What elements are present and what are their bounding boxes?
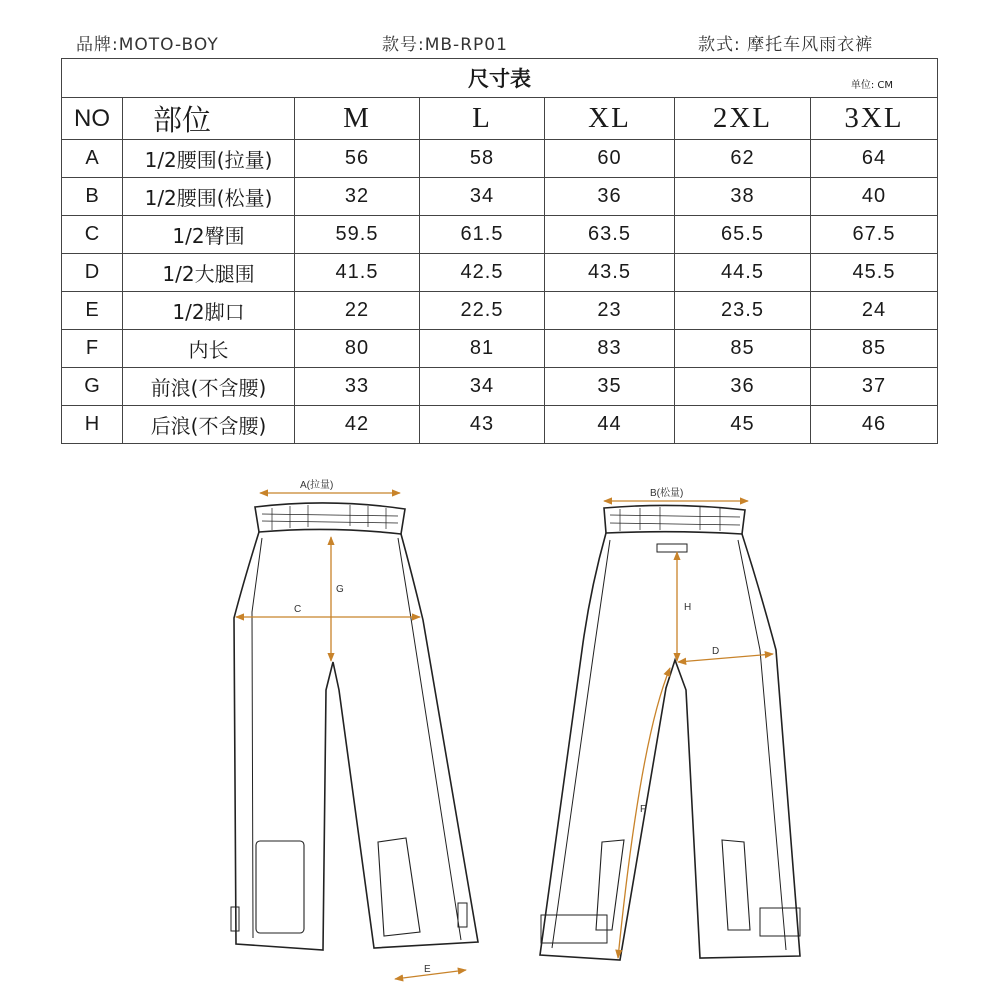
measurement-value: 43.5 (545, 254, 675, 292)
column-header-size: 2XL (675, 98, 811, 140)
measurement-value: 32 (295, 178, 420, 216)
measurement-value: 36 (675, 368, 811, 406)
measurement-value: 62 (675, 140, 811, 178)
back-right-knee-panel (722, 840, 750, 930)
measurement-value: 44.5 (675, 254, 811, 292)
brand-label: 品牌:MOTO-BOY (76, 35, 219, 55)
row-code: F (62, 330, 123, 368)
measurement-value: 23 (545, 292, 675, 330)
front-elastic-gathers (272, 505, 386, 530)
measurement-value: 24 (811, 292, 938, 330)
measurement-e-label: E (424, 964, 431, 975)
measurement-value: 38 (675, 178, 811, 216)
measurement-value: 46 (811, 406, 938, 444)
measurement-value: 22 (295, 292, 420, 330)
measurement-value: 35 (545, 368, 675, 406)
unit-label: 单位: CM (850, 80, 894, 91)
measurement-value: 67.5 (811, 216, 938, 254)
measurement-value: 60 (545, 140, 675, 178)
row-code: C (62, 216, 123, 254)
table-row (62, 140, 938, 178)
measurement-name: 后浪(不含腰) (123, 406, 295, 444)
table-row (62, 216, 938, 254)
measurement-a-label: A(拉量) (300, 480, 334, 491)
measurement-h-label: H (684, 602, 692, 613)
measurement-value: 56 (295, 140, 420, 178)
measurement-value: 34 (420, 178, 545, 216)
row-code: G (62, 368, 123, 406)
column-header-size: 3XL (811, 98, 938, 140)
measurement-value: 37 (811, 368, 938, 406)
measurement-value: 80 (295, 330, 420, 368)
measurement-value: 34 (420, 368, 545, 406)
front-left-knee-panel (256, 841, 304, 933)
measurement-d-label: D (712, 646, 720, 657)
back-pants-outline (540, 533, 800, 960)
model-number-label: 款号:MB-RP01 (382, 35, 508, 55)
measurement-f-label: F (640, 804, 647, 815)
measurement-name: 内长 (123, 330, 295, 368)
style-label: 款式: 摩托车风雨衣裤 (698, 35, 874, 55)
measurement-name: 1/2腰围(拉量) (123, 140, 295, 178)
table-row (62, 178, 938, 216)
table-row (62, 254, 938, 292)
measurement-value: 43 (420, 406, 545, 444)
table-row (62, 406, 938, 444)
measurement-value: 41.5 (295, 254, 420, 292)
row-code: H (62, 406, 123, 444)
back-pants-drawing (540, 505, 800, 960)
measurement-name: 1/2臀围 (123, 216, 295, 254)
back-label-tab (657, 544, 687, 552)
measurement-value: 22.5 (420, 292, 545, 330)
measurement-value: 23.5 (675, 292, 811, 330)
measurement-name: 1/2大腿围 (123, 254, 295, 292)
size-chart-table (61, 58, 938, 444)
front-waistband (255, 503, 405, 534)
measurement-value: 44 (545, 406, 675, 444)
measurement-value: 85 (811, 330, 938, 368)
measurement-value: 83 (545, 330, 675, 368)
table-row (62, 292, 938, 330)
measurement-g-label: G (336, 584, 344, 595)
row-code: A (62, 140, 123, 178)
front-waistband-stitching (262, 514, 398, 523)
back-left-side-stripe (552, 540, 610, 948)
back-waistband (604, 505, 745, 534)
row-code: E (62, 292, 123, 330)
measurement-value: 40 (811, 178, 938, 216)
front-pants-outline (234, 532, 478, 950)
column-header-size: L (420, 98, 545, 140)
column-header-part: 部位 (123, 98, 295, 140)
front-pants-drawing (231, 503, 478, 950)
measurement-value: 45 (675, 406, 811, 444)
table-header-row (62, 98, 938, 140)
column-header-size: XL (545, 98, 675, 140)
size-chart-title-cell (62, 59, 938, 98)
measurement-name: 1/2腰围(松量) (123, 178, 295, 216)
measurement-value: 85 (675, 330, 811, 368)
front-measurement-lines (236, 493, 466, 979)
size-chart-title: 尺寸表 (468, 67, 531, 91)
measurement-value: 42.5 (420, 254, 545, 292)
measurement-c-label: C (294, 604, 302, 615)
table-row (62, 368, 938, 406)
front-right-side-stripe (398, 538, 461, 940)
measurement-d-line (678, 654, 773, 662)
measurement-value: 36 (545, 178, 675, 216)
measurement-value: 63.5 (545, 216, 675, 254)
measurement-name: 前浪(不含腰) (123, 368, 295, 406)
column-header-no: NO (62, 98, 123, 140)
measurement-value: 45.5 (811, 254, 938, 292)
table-row (62, 330, 938, 368)
front-right-knee-panel (378, 838, 420, 936)
measurement-name: 1/2脚口 (123, 292, 295, 330)
measurement-value: 64 (811, 140, 938, 178)
back-waistband-stitching (610, 515, 740, 525)
measurement-value: 65.5 (675, 216, 811, 254)
row-code: D (62, 254, 123, 292)
front-left-side-stripe (252, 538, 262, 938)
back-left-knee-panel (596, 840, 624, 930)
measurement-value: 33 (295, 368, 420, 406)
measurement-value: 42 (295, 406, 420, 444)
front-right-ankle-tab (458, 903, 467, 927)
measurement-value: 81 (420, 330, 545, 368)
back-elastic-gathers (620, 507, 720, 531)
pants-measurement-diagram (0, 460, 1000, 1000)
row-code: B (62, 178, 123, 216)
measurement-b-label: B(松量) (650, 488, 684, 499)
measurement-value: 61.5 (420, 216, 545, 254)
back-right-ankle-strap (760, 908, 800, 936)
column-header-size: M (295, 98, 420, 140)
measurement-value: 59.5 (295, 216, 420, 254)
measurement-value: 58 (420, 140, 545, 178)
